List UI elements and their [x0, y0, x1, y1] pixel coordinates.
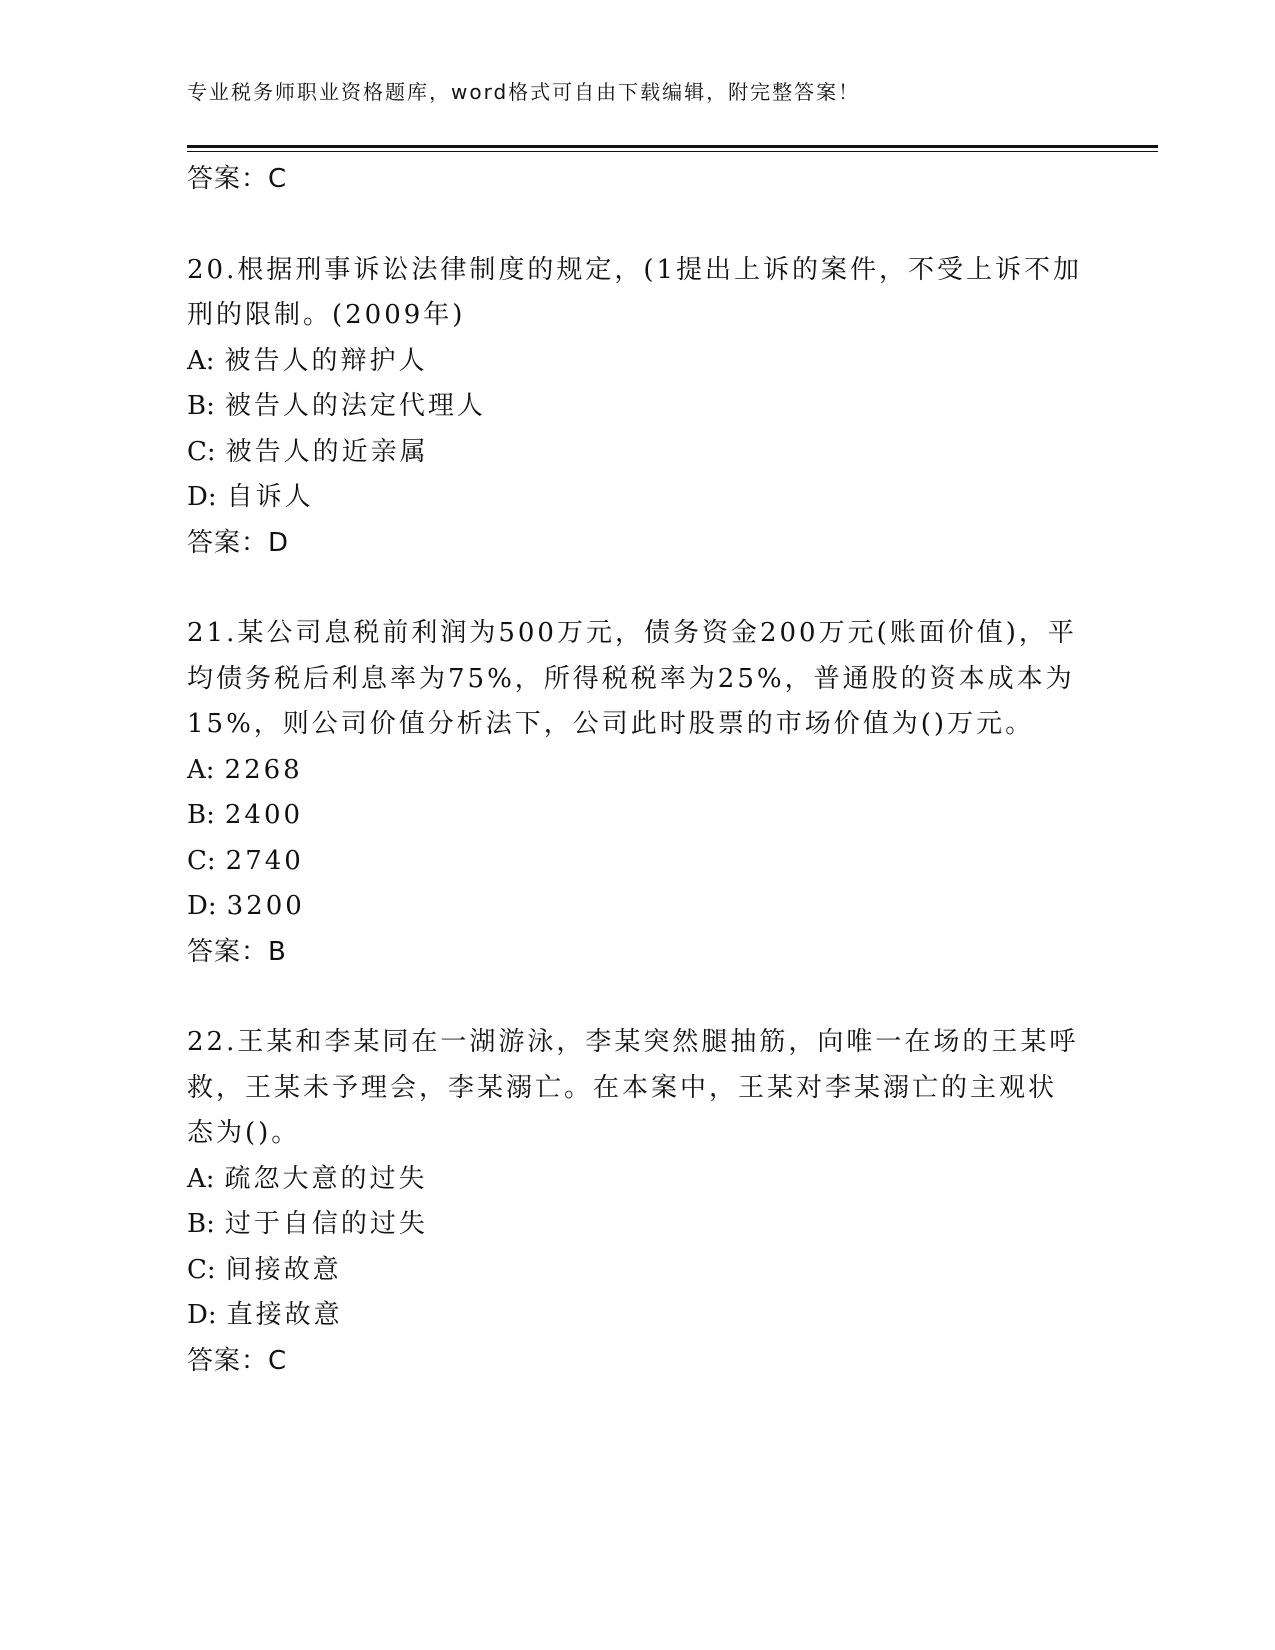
option-c — [187, 430, 1087, 476]
header-rule-thick — [187, 145, 1158, 148]
option-text: 间接故意 — [225, 1254, 342, 1285]
option-d — [187, 1293, 1087, 1339]
option-letter: A: — [187, 1163, 215, 1194]
answer-line: 答案：C — [187, 1345, 288, 1376]
question-stem-line: 刑的限制。(2009年) — [187, 300, 466, 330]
question-22 — [187, 1020, 1087, 1384]
previous-answer: 答案：C — [187, 164, 288, 194]
option-letter: B: — [187, 800, 215, 830]
answer-line: 答案：D — [187, 527, 290, 558]
option-b — [187, 384, 1087, 430]
option-letter: A: — [187, 345, 215, 376]
option-text: 被告人的辩护人 — [224, 345, 428, 376]
question-stem-line: 救，王某未予理会，李某溺亡。在本案中，王某对李某溺亡的主观状 — [187, 1072, 1058, 1103]
question-stem-line: 态为()。 — [187, 1118, 301, 1148]
option-d — [187, 475, 1087, 521]
option-text: 被告人的法定代理人 — [224, 391, 486, 421]
option-text: 直接故意 — [226, 1300, 343, 1330]
option-text: 2268 — [224, 754, 303, 785]
option-letter: D: — [187, 482, 217, 512]
header-rule-thin — [187, 151, 1158, 152]
option-text: 3200 — [226, 891, 305, 921]
option-letter: A: — [187, 754, 215, 785]
question-21 — [187, 611, 1087, 975]
page-header: 专业税务师职业资格题库，word格式可自由下载编辑，附完整答案！ — [187, 80, 861, 104]
option-letter: C: — [187, 436, 216, 467]
question-stem-line: 均债务税后利息率为75%，所得税税率为25%，普通股的资本成本为 — [187, 663, 1075, 694]
option-d — [187, 884, 1087, 930]
question-stem-line: 21.某公司息税前利润为500万元，债务资金200万元(账面价值)，平 — [187, 618, 1077, 648]
option-b — [187, 1202, 1087, 1248]
question-stem-line: 22.王某和李某同在一湖游泳，李某突然腿抽筋，向唯一在场的王某呼 — [187, 1027, 1079, 1057]
option-text: 过于自信的过失 — [224, 1209, 428, 1239]
option-letter: D: — [187, 891, 217, 921]
question-stem-line: 15%，则公司价值分析法下，公司此时股票的市场价值为()万元。 — [187, 709, 1035, 739]
option-letter: D: — [187, 1300, 217, 1330]
option-a — [187, 1157, 1087, 1203]
option-a — [187, 748, 1087, 794]
option-c — [187, 1248, 1087, 1294]
question-stem-line: 20.根据刑事诉讼法律制度的规定，(1提出上诉的案件，不受上诉不加 — [187, 254, 1083, 285]
option-b — [187, 793, 1087, 839]
question-list — [187, 157, 1087, 1384]
option-letter: B: — [187, 1209, 215, 1239]
option-letter: C: — [187, 845, 216, 876]
option-text: 疏忽大意的过失 — [224, 1163, 428, 1194]
option-text: 被告人的近亲属 — [225, 436, 429, 467]
option-text: 2400 — [224, 800, 304, 830]
option-text: 2740 — [225, 845, 304, 876]
option-letter: C: — [187, 1254, 216, 1285]
answer-line: 答案：B — [187, 936, 287, 967]
question-20 — [187, 248, 1087, 567]
option-a — [187, 339, 1087, 385]
option-text: 自诉人 — [226, 482, 314, 512]
option-letter: B: — [187, 391, 215, 421]
option-c — [187, 839, 1087, 885]
